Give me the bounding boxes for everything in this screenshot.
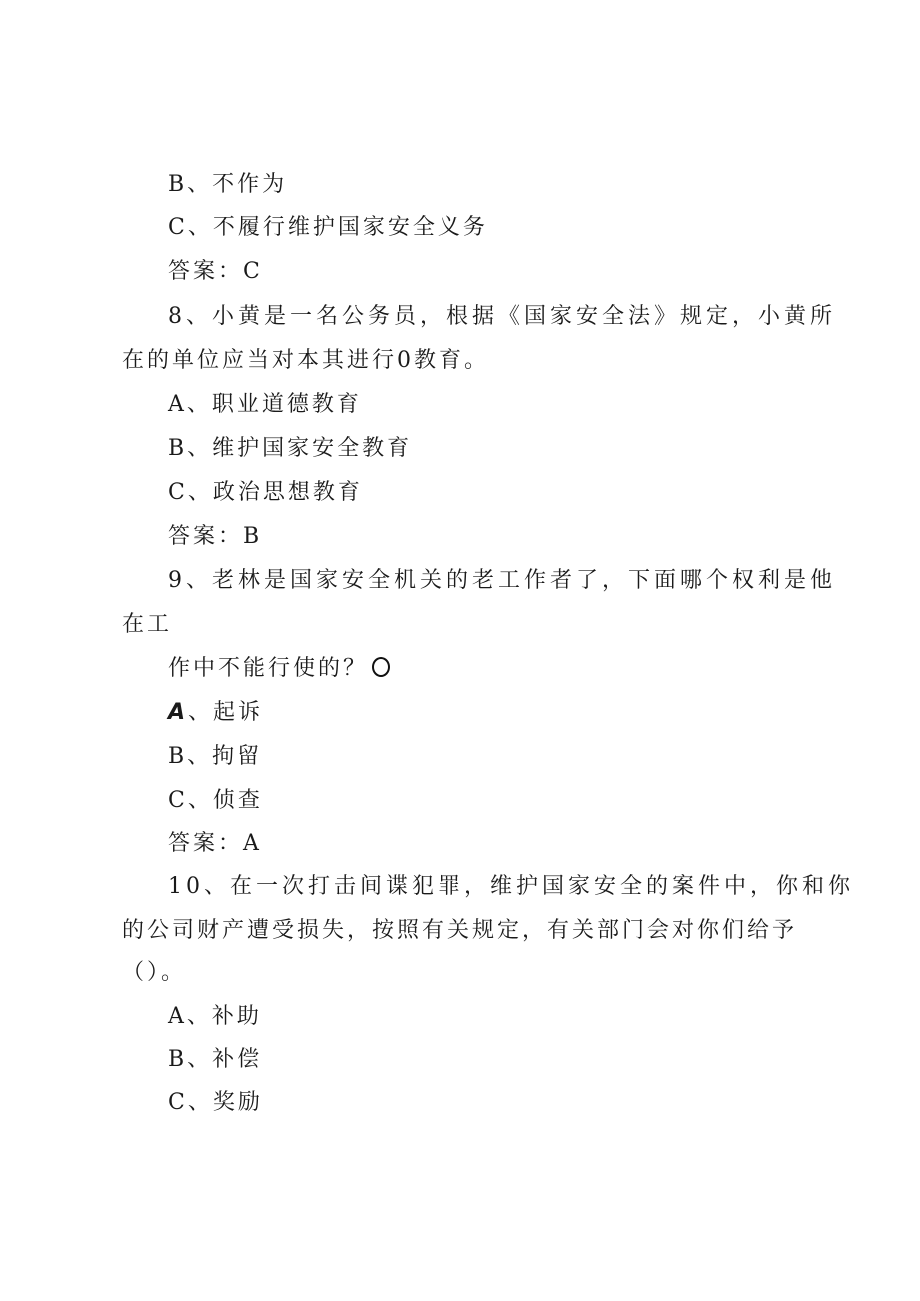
q9-option-a xyxy=(168,698,263,728)
q10-option-b: B、补偿 xyxy=(168,1047,263,1072)
q8-option-c: C、政治思想教育 xyxy=(168,480,363,505)
q9-option-a-letter: A xyxy=(168,700,189,725)
q7-answer: 答案：C xyxy=(168,259,263,284)
q9-stem-line1: 9、老林是国家安全机关的老工作者了，下面哪个权利是他 xyxy=(168,568,836,593)
q9-stem-line3 xyxy=(168,654,390,684)
q10-option-a: A、补助 xyxy=(168,1004,262,1029)
q9-stem-text: 作中不能行使的？ xyxy=(168,656,369,681)
q9-answer: 答案：A xyxy=(168,831,262,856)
q9-option-a-text: 、起诉 xyxy=(188,700,264,725)
q8-option-a: A、职业道德教育 xyxy=(168,392,362,417)
q9-stem-line2: 在工 xyxy=(122,612,173,637)
q7-option-c: C、不履行维护国家安全义务 xyxy=(168,215,488,240)
q9-option-b: B、拘留 xyxy=(168,744,263,769)
q7-option-b: B、不作为 xyxy=(168,172,288,197)
q8-option-b: B、维护国家安全教育 xyxy=(168,436,413,461)
q9-option-c: C、侦查 xyxy=(168,788,263,813)
q8-answer: 答案：B xyxy=(168,524,263,549)
q10-stem-line3: （）。 xyxy=(122,960,187,985)
q8-stem-line2: 在的单位应当对本其进行0教育。 xyxy=(122,348,489,373)
q8-stem-line1: 8、小黄是一名公务员，根据《国家安全法》规定，小黄所 xyxy=(168,304,836,329)
blank-circle-icon xyxy=(372,657,390,677)
q10-option-c: C、奖励 xyxy=(168,1090,263,1115)
q10-stem-line1: 10、在一次打击间谍犯罪，维护国家安全的案件中，你和你 xyxy=(168,874,854,899)
q10-stem-line2: 的公司财产遭受损失，按照有关规定，有关部门会对你们给予 xyxy=(122,918,798,943)
